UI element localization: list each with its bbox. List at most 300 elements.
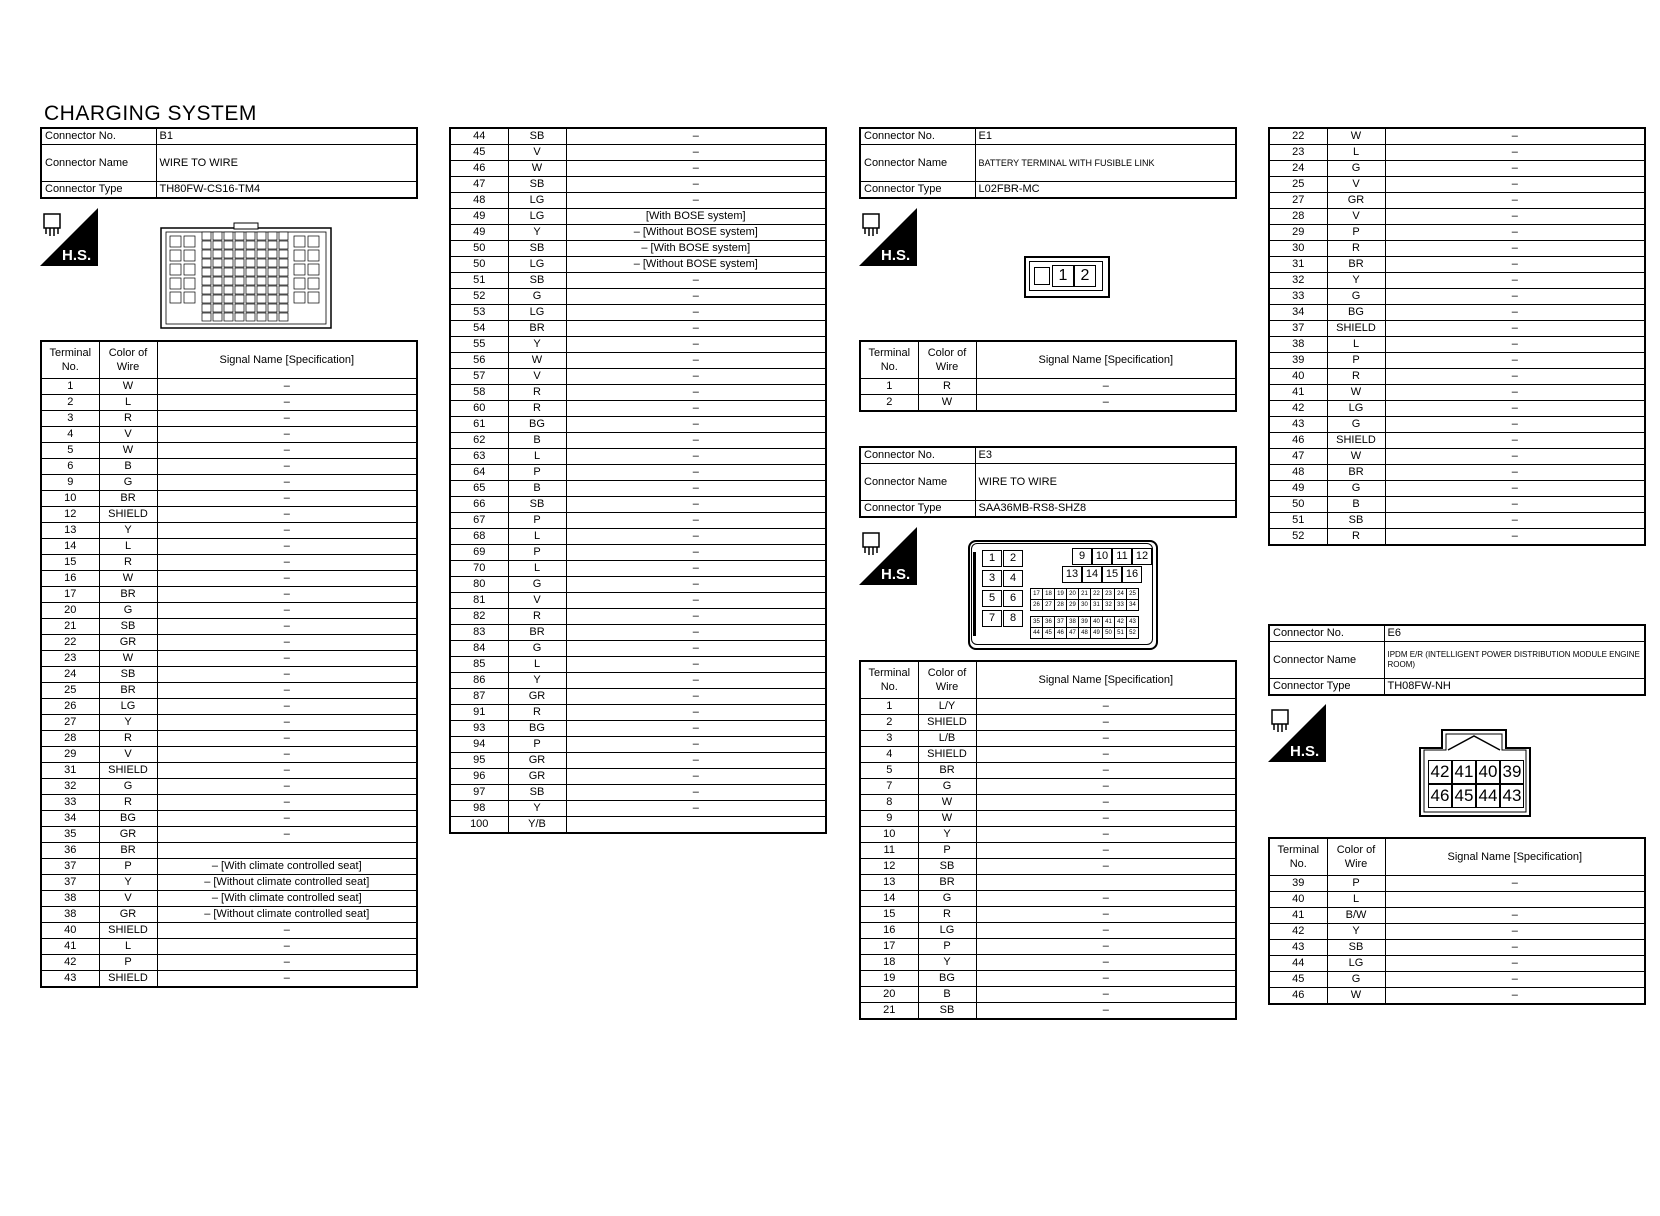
b1-pin-cavity [170,250,181,261]
terminal-no-cell: 50 [450,241,508,257]
e3-pin: 6 [1003,590,1023,607]
terminal-no-cell: 37 [41,875,99,891]
table-row [450,193,826,209]
b1-table-b [449,127,827,834]
b1-pin-cavity [224,277,233,285]
wire-color-cell: SHIELD [99,763,157,779]
b1-pin-cavity [279,232,288,240]
table-row [860,795,1236,811]
connector-name-label: Connector Name [41,145,156,182]
terminal-no-cell: 51 [450,273,508,289]
terminal-no-cell: 22 [1269,128,1327,145]
table-row [450,161,826,177]
connector-no-label: Connector No. [41,128,156,145]
e6-pin: 45 [1452,784,1476,808]
e3-pin: 50 [1102,627,1115,639]
terminal-no-cell: 5 [41,443,99,459]
terminal-no-cell: 33 [41,795,99,811]
signal-name-cell: – [566,417,826,433]
terminal-no-cell: 5 [860,763,918,779]
wire-color-cell: LG [508,193,566,209]
b1-pin-cavity [213,295,222,303]
signal-name-cell: – [976,971,1236,987]
wire-color-cell: G [1327,481,1385,497]
signal-name-cell: – [976,715,1236,731]
signal-name-cell: – [1385,956,1645,972]
wire-color-cell: SB [1327,940,1385,956]
color-of-wire-header: Color of Wire [918,661,976,699]
terminal-no-cell: 31 [41,763,99,779]
terminal-no-cell: 83 [450,625,508,641]
e3-pin: 11 [1112,548,1132,565]
wire-color-cell: P [1327,353,1385,369]
terminal-no-cell: 20 [41,603,99,619]
signal-name-header: Signal Name [Specification] [976,341,1236,379]
terminal-no-cell: 41 [1269,385,1327,401]
wire-color-cell: LG [918,923,976,939]
b1-pin-cavity [279,259,288,267]
table-row [860,379,1236,395]
terminal-no-cell: 97 [450,785,508,801]
signal-name-cell: – [157,747,417,763]
table-row [1269,988,1645,1005]
terminal-no-cell: 45 [1269,972,1327,988]
table-row [450,145,826,161]
b1-pin-cavity [202,277,211,285]
terminal-no-cell: 13 [860,875,918,891]
e3-pin: 19 [1054,588,1067,600]
terminal-no-cell: 28 [41,731,99,747]
b1-pin-cavity [268,268,277,276]
terminal-no-cell: 40 [1269,369,1327,385]
table-row [1269,924,1645,940]
table-row [450,385,826,401]
table-row [450,737,826,753]
table-row [450,465,826,481]
b1-pin-cavity [213,313,222,321]
wire-color-cell: W [99,443,157,459]
e3-pin: 15 [1102,566,1122,583]
terminal-no-cell: 66 [450,497,508,513]
wire-color-cell: V [508,369,566,385]
b1-pin-cavity [235,304,244,312]
signal-name-cell: – [566,737,826,753]
wire-color-cell: L [99,395,157,411]
b1-pin-cavity [235,286,244,294]
hs-label: H.S. [62,247,92,264]
connector-type-label: Connector Type [860,501,975,518]
signal-name-cell: – [566,273,826,289]
wire-color-cell: R [508,401,566,417]
table-row [450,433,826,449]
color-of-wire-header: Color of Wire [918,341,976,379]
signal-name-cell: – [157,651,417,667]
e3-pin: 13 [1062,566,1082,583]
page-title: CHARGING SYSTEM [44,102,257,125]
connector-b1-face-drawing [160,222,332,330]
terminal-no-cell: 27 [41,715,99,731]
e3-pin: 20 [1066,588,1079,600]
wire-color-cell: G [508,577,566,593]
connector-type-label: Connector Type [41,182,156,199]
wire-color-cell: P [508,545,566,561]
wire-color-cell: R [99,731,157,747]
b1-pin-cavity [224,250,233,258]
connector-name-label: Connector Name [1269,642,1384,679]
table-row [1269,876,1645,892]
b1-pin-cavity [246,250,255,258]
signal-name-cell: – [1385,433,1645,449]
wire-color-cell: W [918,395,976,412]
terminal-no-cell: 18 [860,955,918,971]
signal-name-cell: – [1385,449,1645,465]
terminal-no-cell: 7 [860,779,918,795]
connector-no-label: Connector No. [860,128,975,145]
e3-pin: 33 [1114,599,1127,611]
terminal-no-cell: 29 [1269,225,1327,241]
e3-pin: 9 [1072,548,1092,565]
terminal-no-cell: 55 [450,337,508,353]
wire-color-cell: GR [99,635,157,651]
b1-pin-cavity [268,277,277,285]
b1-pin-cavity [279,313,288,321]
b1-pin-cavity [257,241,266,249]
terminal-no-cell: 25 [1269,177,1327,193]
wire-color-cell: R [1327,369,1385,385]
e3-pin: 28 [1054,599,1067,611]
table-row [1269,529,1645,546]
b1-pin-cavity [184,278,195,289]
terminal-no-cell: 27 [1269,193,1327,209]
signal-name-cell: – [976,907,1236,923]
table-row [41,955,417,971]
signal-name-cell: – [157,619,417,635]
table-row [41,635,417,651]
signal-name-cell [976,875,1236,891]
wire-color-cell: L/Y [918,699,976,715]
b1-pin-cavity [257,304,266,312]
signal-name-cell: – [566,353,826,369]
wire-color-cell: SB [1327,513,1385,529]
terminal-no-cell: 67 [450,513,508,529]
table-row [1269,209,1645,225]
table-row [860,827,1236,843]
terminal-no-cell: 9 [41,475,99,491]
wire-color-cell: GR [99,907,157,923]
wire-color-cell: B [508,481,566,497]
wire-color-cell: P [918,843,976,859]
table-row [41,923,417,939]
wire-color-cell: BR [99,683,157,699]
e3-pin: 18 [1042,588,1055,600]
signal-name-cell: – [566,321,826,337]
b1-pin-cavity [202,259,211,267]
terminal-no-cell: 2 [41,395,99,411]
e3-pin: 35 [1030,616,1043,628]
b1-pin-cavity [257,259,266,267]
table-row [450,705,826,721]
terminal-no-cell: 58 [450,385,508,401]
wire-color-cell: BG [99,811,157,827]
wire-color-cell: BR [1327,257,1385,273]
b1-pin-cavity [308,264,319,275]
e3-pin: 29 [1066,599,1079,611]
connector-b1-face [160,222,332,330]
terminal-no-cell: 3 [860,731,918,747]
signal-name-cell: – [1385,876,1645,892]
terminal-no-cell: 12 [860,859,918,875]
table-row [450,417,826,433]
wire-color-cell: B [508,433,566,449]
terminal-no-cell: 43 [41,971,99,988]
connector-name-value: IPDM E/R (INTELLIGENT POWER DISTRIBUTION MODULE ENGINE ROOM) [1384,642,1645,679]
terminal-no-cell: 9 [860,811,918,827]
e6-pin: 46 [1428,784,1452,808]
connector-b1-info [40,127,418,199]
b1-pin-cavity [184,250,195,261]
wire-color-cell: SHIELD [918,747,976,763]
signal-name-cell: – [976,987,1236,1003]
signal-name-cell: – [With BOSE system] [566,241,826,257]
table-row [41,971,417,988]
signal-name-cell: – [566,689,826,705]
signal-name-cell: – [976,923,1236,939]
wire-color-cell: B [918,987,976,1003]
table-row [1269,177,1645,193]
terminal-no-cell: 1 [41,379,99,395]
terminal-no-cell: 10 [860,827,918,843]
b1-pin-cavity [257,268,266,276]
table-row [450,673,826,689]
wire-color-cell: L [508,529,566,545]
signal-name-cell: – [1385,337,1645,353]
b1-pin-cavity [294,250,305,261]
b1-pin-cavity [213,304,222,312]
wire-color-cell: V [99,747,157,763]
wire-color-cell: LG [508,209,566,225]
terminal-no-cell: 15 [41,555,99,571]
signal-name-cell: – [157,379,417,395]
e3-pin: 22 [1090,588,1103,600]
b1-pin-cavity [246,304,255,312]
table-row [1269,513,1645,529]
signal-name-cell: – [976,827,1236,843]
b1-pin-cavity [308,292,319,303]
table-row [41,731,417,747]
signal-name-cell: – [157,571,417,587]
table-row [41,427,417,443]
wire-color-cell: P [99,955,157,971]
table-row [450,257,826,273]
table-row [1269,353,1645,369]
table-row [41,699,417,715]
signal-name-cell: – [157,715,417,731]
e3-pin: 42 [1114,616,1127,628]
signal-name-cell: – [1385,481,1645,497]
wire-color-cell: Y [508,337,566,353]
signal-name-cell: – [566,769,826,785]
wire-color-cell: R [99,795,157,811]
wire-color-cell: BG [508,721,566,737]
table-row [860,939,1236,955]
table-row [41,891,417,907]
e3-pin: 37 [1054,616,1067,628]
connector-no-label: Connector No. [860,447,975,464]
connector-type-value: TH08FW-NH [1384,679,1645,696]
signal-name-cell: – [1385,145,1645,161]
terminal-no-cell: 14 [860,891,918,907]
terminal-no-cell: 46 [1269,988,1327,1005]
signal-name-cell: – [Without climate controlled seat] [157,907,417,923]
e3-pin: 24 [1114,588,1127,600]
b1-pin-cavity [268,313,277,321]
e3-pin: 17 [1030,588,1043,600]
terminal-no-cell: 23 [1269,145,1327,161]
b1-pin-cavity [246,232,255,240]
b1-pin-cavity [170,264,181,275]
b1-pin-cavity [279,241,288,249]
signal-name-cell: – [566,433,826,449]
signal-name-cell: – [With climate controlled seat] [157,859,417,875]
signal-name-cell: – [157,811,417,827]
table-row [450,817,826,834]
signal-name-cell: – [976,779,1236,795]
wire-color-cell: W [1327,449,1385,465]
connector-e3-info [859,446,1237,518]
color-of-wire-header: Color of Wire [99,341,157,379]
terminal-no-cell: 6 [41,459,99,475]
table-row [860,779,1236,795]
signal-name-cell: – [976,379,1236,395]
e3-pin: 46 [1054,627,1067,639]
e6-table [1268,837,1646,1005]
terminal-no-cell: 46 [450,161,508,177]
table-row [1269,465,1645,481]
b1-pin-cavity [202,268,211,276]
terminal-no-cell: 50 [450,257,508,273]
e3-pin: 32 [1102,599,1115,611]
e3-pin: 47 [1066,627,1079,639]
signal-name-cell: – [Without BOSE system] [566,225,826,241]
wire-color-cell: SB [508,241,566,257]
e3-pin: 45 [1042,627,1055,639]
signal-name-cell: – [157,795,417,811]
terminal-no-cell: 44 [450,128,508,145]
table-row [41,747,417,763]
table-row [450,321,826,337]
table-row [1269,497,1645,513]
table-row [41,859,417,875]
wire-color-cell: GR [508,753,566,769]
b1-pin-cavity [224,232,233,240]
table-row [450,561,826,577]
b1-pin-cavity [246,313,255,321]
wire-color-cell: SHIELD [99,971,157,988]
terminal-no-cell: 23 [41,651,99,667]
terminal-no-cell: 56 [450,353,508,369]
e3-pin: 7 [982,610,1002,627]
signal-name-cell: – [566,385,826,401]
signal-name-cell: – [1385,401,1645,417]
terminal-no-cell: 61 [450,417,508,433]
wire-color-cell: SB [99,667,157,683]
b1-pin-cavity [279,295,288,303]
b1-pin-cavity [235,250,244,258]
table-row [450,177,826,193]
terminal-no-cell: 80 [450,577,508,593]
b1-pin-cavity [268,259,277,267]
table-row [860,987,1236,1003]
wire-color-cell: P [508,737,566,753]
b1-pin-cavity [224,241,233,249]
table-row [1269,305,1645,321]
terminal-no-cell: 4 [860,747,918,763]
b1-pin-cavity [224,286,233,294]
wire-color-cell: GR [1327,193,1385,209]
b1-pin-cavity [235,295,244,303]
b1-pin-cavity [235,277,244,285]
terminal-no-cell: 85 [450,657,508,673]
b1-pin-cavity [308,250,319,261]
wire-color-cell: B [1327,497,1385,513]
e3-table [859,660,1237,1020]
table-row [1269,128,1645,145]
terminal-no-cell: 96 [450,769,508,785]
b1-pin-cavity [202,286,211,294]
wire-color-cell: R [508,705,566,721]
wire-color-cell: SB [99,619,157,635]
table-row [1269,337,1645,353]
connector-no-value: B1 [156,128,417,145]
table-row [450,497,826,513]
signal-name-cell: – [With climate controlled seat] [157,891,417,907]
table-row [860,731,1236,747]
table-row [450,657,826,673]
wire-color-cell: BR [1327,465,1385,481]
table-row [1269,289,1645,305]
e3-pin: 51 [1114,627,1127,639]
wire-color-cell: GR [508,769,566,785]
table-row [41,715,417,731]
b1-pin-cavity [294,292,305,303]
wire-color-cell: L/B [918,731,976,747]
table-row [1269,956,1645,972]
wire-color-cell: SHIELD [918,715,976,731]
table-row [860,1003,1236,1020]
terminal-no-cell: 25 [41,683,99,699]
wire-color-cell: SB [508,273,566,289]
wire-color-cell: W [1327,988,1385,1005]
e3-pin: 38 [1066,616,1079,628]
e3-pin: 10 [1092,548,1112,565]
signal-name-cell: – [157,699,417,715]
table-row [1269,273,1645,289]
signal-name-cell: – [157,827,417,843]
terminal-no-cell: 37 [41,859,99,875]
signal-name-cell: – [566,609,826,625]
wire-color-cell: R [918,907,976,923]
signal-name-cell: – [566,497,826,513]
b1-pin-cavity [224,295,233,303]
terminal-no-cell: 20 [860,987,918,1003]
table-row [860,715,1236,731]
table-row [450,609,826,625]
wire-color-cell: W [508,161,566,177]
terminal-no-cell: 38 [41,907,99,923]
b1-pin-cavity [279,304,288,312]
wire-color-cell: G [1327,289,1385,305]
table-row [41,843,417,859]
